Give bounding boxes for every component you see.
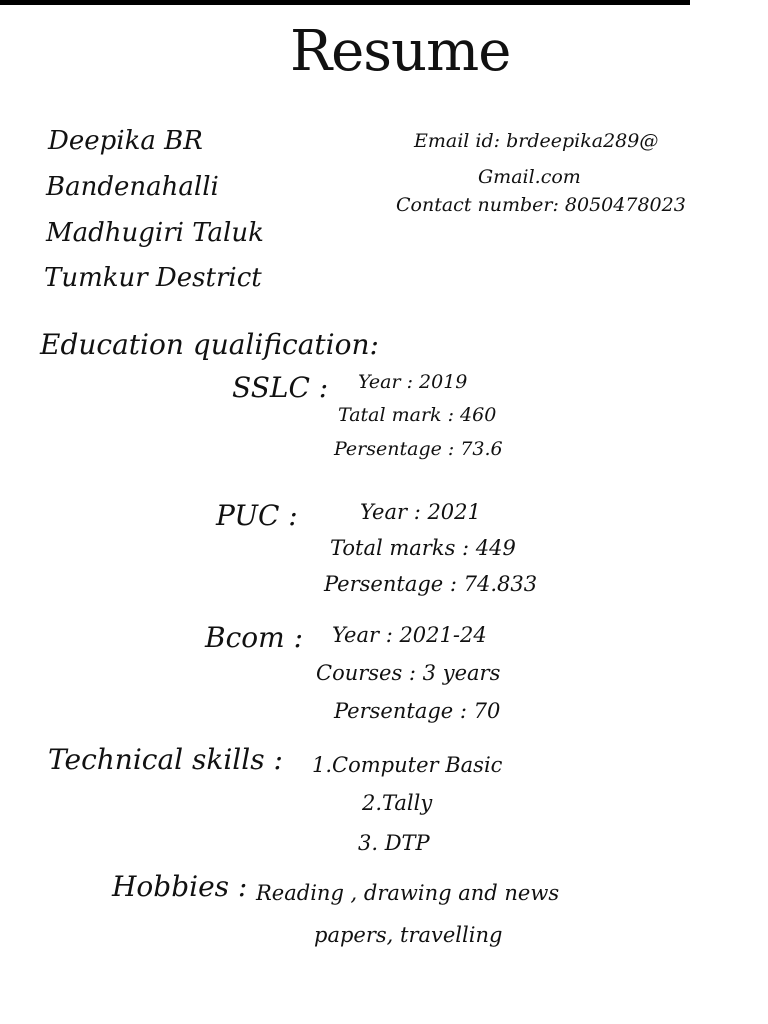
technical-skills-label: Technical skills : (48, 743, 283, 776)
bcom-label: Bcom : (205, 621, 303, 654)
contact-number: Contact number: 8050478023 (396, 194, 686, 216)
bcom-percentage: Persentage : 70 (334, 699, 501, 723)
resume-title: Resume (290, 19, 511, 84)
skill-item: 1.Computer Basic (312, 753, 503, 777)
hobbies-label: Hobbies : (112, 870, 248, 903)
education-heading: Education qualification: (40, 328, 379, 361)
sslc-marks: Tatal mark : 460 (338, 404, 497, 426)
address-taluk: Madhugiri Taluk (46, 218, 264, 248)
sslc-label: SSLC : (232, 371, 329, 404)
address-village: Bandenahalli (46, 172, 219, 202)
puc-year: Year : 2021 (360, 500, 481, 524)
hobbies-line-1: Reading , drawing and news (256, 881, 560, 905)
skill-item: 3. DTP (358, 831, 430, 855)
bcom-year: Year : 2021-24 (332, 623, 487, 647)
candidate-name: Deepika BR (48, 126, 203, 156)
skill-item: 2.Tally (362, 791, 433, 815)
puc-percentage: Persentage : 74.833 (324, 572, 538, 596)
email-line-2: Gmail.com (478, 166, 581, 188)
top-border-line (0, 0, 690, 5)
email-line-1: Email id: brdeepika289@ (414, 130, 659, 152)
puc-marks: Total marks : 449 (330, 536, 516, 560)
sslc-year: Year : 2019 (358, 371, 468, 393)
sslc-percentage: Persentage : 73.6 (334, 438, 503, 460)
hobbies-line-2: papers, travelling (314, 923, 503, 947)
puc-label: PUC : (216, 499, 298, 532)
address-district: Tumkur Destrict (44, 263, 262, 293)
bcom-courses: Courses : 3 years (316, 661, 501, 685)
